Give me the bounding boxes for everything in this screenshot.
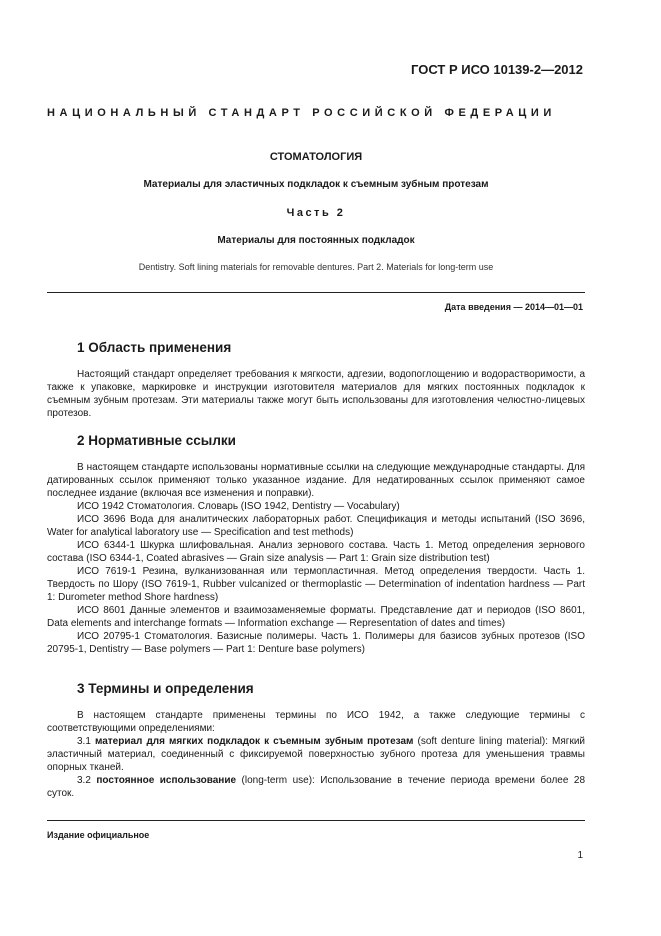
term-text: (long-term use): Использование в течение периода времени более 28 суток. xyxy=(47,775,586,799)
reference-item: ИСО 8601 Данные элементов и взаимозаменяемые форматы. Представление дат и периодов (ISO 8601, Data elements and interchange formats — Information exchange — Representation of dates and times) xyxy=(47,605,585,629)
header-divider xyxy=(47,292,585,293)
introduction-date: Дата введения — 2014—01—01 xyxy=(444,302,583,312)
national-standard-title: НАЦИОНАЛЬНЫЙ СТАНДАРТ РОССИЙСКОЙ ФЕДЕРАЦИИ xyxy=(47,107,556,119)
term-text: (soft denture lining material): Мягкий эластичный материал, соединенный с фиксируемой поверхностью зубного протеза для уменьшения травмы опорных тканей. xyxy=(47,736,585,773)
subtitle: Материалы для постоянных подкладок xyxy=(217,235,415,246)
paragraph: В настоящем стандарте применены термины по ИСО 1942, а также следующие термины с соответствующими определениями: xyxy=(47,710,585,734)
page-number: 1 xyxy=(577,850,583,861)
section-scope-body xyxy=(47,368,585,420)
paragraph: Настоящий стандарт определяет требования к мягкости, адгезии, водопоглощению и водорастворимости, а также к упаковке, маркировке и инструкции изготовителя материалов для мягких постоянных подкладок к съемным зубным протезам. Эти материалы также могут быть использованы для изготовления челюстно-лицевых протезов. xyxy=(47,369,585,419)
section-terms-body xyxy=(47,709,585,800)
term-number: 3.1 xyxy=(77,736,91,747)
section-heading-references: 2 Нормативные ссылки xyxy=(77,433,236,448)
reference-item: ИСО 6344-1 Шкурка шлифовальная. Анализ зернового состава. Часть 1. Метод определения зернового состава (ISO 6344-1, Coated abrasives — Grain size analysis — Part 1: Grain size distribution test) xyxy=(47,540,585,564)
section-references-body xyxy=(47,461,585,656)
footer-divider xyxy=(47,820,585,821)
reference-item: ИСО 20795-1 Стоматология. Базисные полимеры. Часть 1. Полимеры для базисов зубных протезов (ISO 20795-1, Dentistry — Base polymers — Part 1: Denture base polymers) xyxy=(47,631,585,655)
paragraph: В настоящем стандарте использованы нормативные ссылки на следующие международные стандарты. Для датированных ссылок применяют только указанное издание. Для недатированных ссылок применяют самое последнее издание (включая все изменения и поправки). xyxy=(47,462,585,499)
term-name: материал для мягких подкладок к съемным зубным протезам xyxy=(94,736,414,747)
term-number: 3.2 xyxy=(77,775,91,786)
reference-item: ИСО 3696 Вода для аналитических лабораторных работ. Спецификация и методы испытаний (ISO 3696, Water for analytical laboratory use — Specification and test methods) xyxy=(47,514,585,538)
edition-label: Издание официальное xyxy=(47,830,150,840)
section-heading-terms: 3 Термины и определения xyxy=(77,681,254,696)
reference-item: ИСО 7619-1 Резина, вулканизованная или термопластичная. Метод определения твердости. Часть 1. Твердость по Шору (ISO 7619-1, Rubber vulcanized or thermoplastic — Determination of indentation hardness — Part 1: Durometer method Shore hardness) xyxy=(47,566,585,603)
reference-item: ИСО 1942 Стоматология. Словарь (ISO 1942, Dentistry — Vocabulary) xyxy=(77,501,400,512)
term-definition xyxy=(47,774,585,800)
part-label: Часть 2 xyxy=(286,207,346,219)
section-heading-scope: 1 Область применения xyxy=(77,340,232,355)
term-definition xyxy=(47,735,585,774)
main-title: Материалы для эластичных подкладок к съемным зубным протезам xyxy=(143,179,489,190)
document-code: ГОСТ Р ИСО 10139-2—2012 xyxy=(411,62,583,77)
field-title: СТОМАТОЛОГИЯ xyxy=(269,151,363,163)
english-title: Dentistry. Soft lining materials for removable dentures. Part 2. Materials for long-term use xyxy=(138,262,494,272)
term-name: постоянное использование xyxy=(96,775,237,786)
